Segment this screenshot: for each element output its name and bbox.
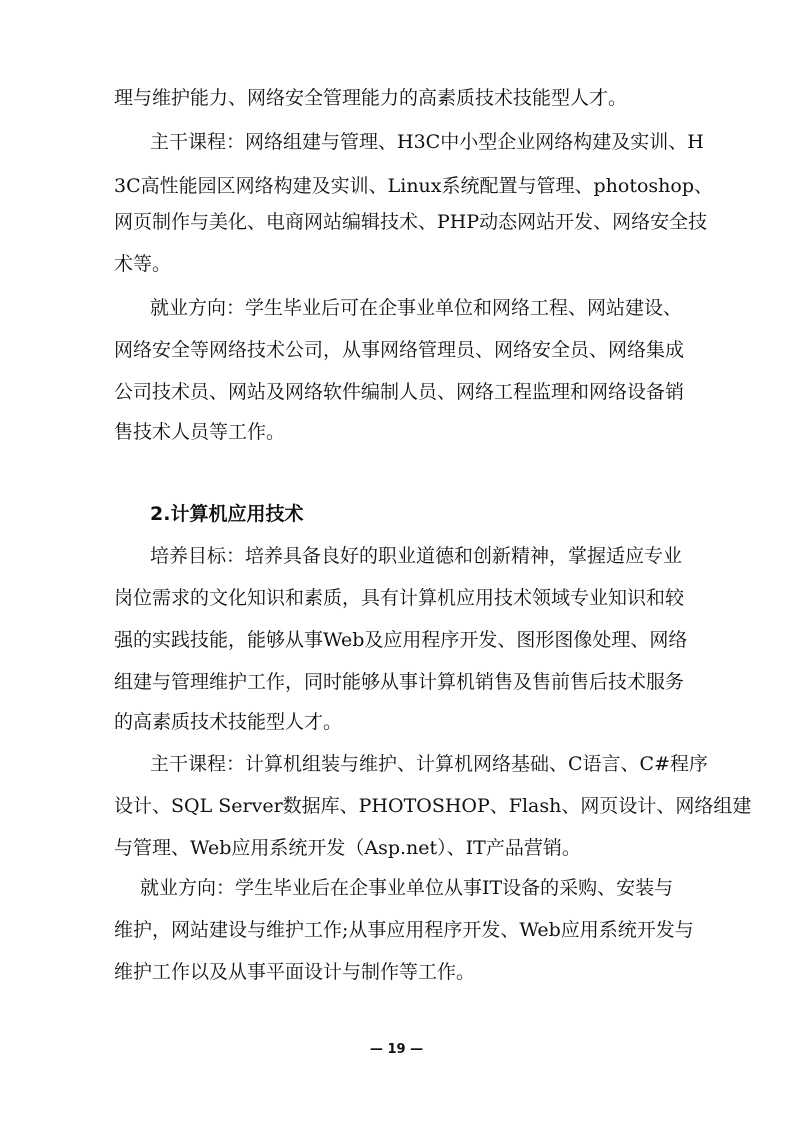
courses2-line-1: 主干课程：计算机组装与维护、计算机网络基础、C语言、C#程序 [150, 753, 708, 775]
employment-line-4: 售技术人员等工作。 [114, 421, 286, 443]
courses-line-1: 主干课程：网络组建与管理、H3C中小型企业网络构建及实训、H [150, 131, 704, 153]
objective-line-1: 培养目标：培养具备良好的职业道德和创新精神，掌握适应专业 [150, 545, 683, 567]
objective-line-5: 的高素质技术技能型人才。 [114, 711, 343, 733]
courses2-line-2: 设计、SQL Server数据库、PHOTOSHOP、Flash、网页设计、网络组建 [114, 795, 752, 817]
courses-line-3: 网页制作与美化、电商网站编辑技术、PHP动态网站开发、网络安全技 [114, 211, 708, 233]
objective-line-4: 组建与管理维护工作，同时能够从事计算机销售及售前售后技术服务 [114, 671, 685, 693]
objective-line-3: 强的实践技能，能够从事Web及应用程序开发、图形图像处理、网络 [114, 629, 688, 651]
courses-line-4: 术等。 [114, 253, 172, 275]
section-heading: 2.计算机应用技术 [150, 503, 304, 525]
employment2-line-2: 维护，网站建设与维护工作;从事应用程序开发、Web应用系统开发与 [114, 919, 694, 941]
employment-line-1: 就业方向：学生毕业后可在企事业单位和网络工程、网站建设、 [150, 297, 683, 319]
courses-line-2: 3C高性能园区网络构建及实训、Linux系统配置与管理、photoshop、 [114, 175, 714, 197]
employment-line-2: 网络安全等网络技术公司，从事网络管理员、网络安全员、网络集成 [114, 339, 685, 361]
employment2-line-1: 就业方向：学生毕业后在企事业单位从事IT设备的采购、安装与 [140, 877, 674, 899]
objective-line-2: 岗位需求的文化知识和素质，具有计算机应用技术领域专业知识和较 [114, 587, 685, 609]
employment-line-3: 公司技术员、网站及网络软件编制人员、网络工程监理和网络设备销 [114, 381, 685, 403]
employment2-line-3: 维护工作以及从事平面设计与制作等工作。 [114, 961, 476, 983]
courses2-line-3: 与管理、Web应用系统开发（Asp.net）、IT产品营销。 [114, 837, 581, 859]
page-number: — 19 — [369, 1042, 424, 1057]
objective-paragraph-tail: 理与维护能力、网络安全管理能力的高素质技术技能型人才。 [114, 87, 628, 109]
